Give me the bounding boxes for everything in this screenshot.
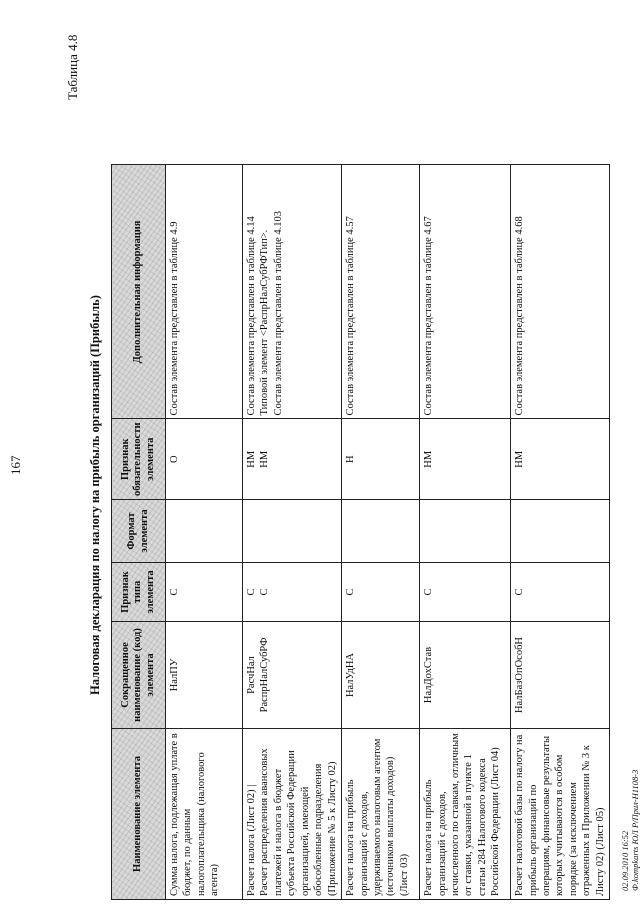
cell-format — [420, 500, 511, 563]
header-required-sign: Признак обязательности элемента — [112, 419, 166, 500]
cell-format — [243, 500, 342, 563]
cell-type-sign — [166, 563, 243, 622]
cell-format — [342, 500, 420, 563]
header-short-code: Сокращенное наименование (код) элемента — [112, 622, 166, 729]
code-value: НалПУ — [169, 658, 180, 692]
footer-timestamp: 02.09.2010 16:52 — [620, 830, 630, 891]
cell-short-code — [420, 622, 511, 729]
info-line: Состав элемента представлен в таблице 4.57 — [345, 216, 357, 416]
cell-type-sign — [511, 563, 610, 622]
cell-required-sign — [166, 419, 243, 500]
table-row — [511, 165, 610, 900]
table-number: Таблица 4.8 — [65, 34, 80, 100]
required-value: О — [169, 455, 180, 464]
cell-additional-info — [511, 165, 610, 419]
table-header-row — [112, 165, 166, 900]
code-value: НалДохСтав — [423, 646, 435, 704]
cell-required-sign — [243, 419, 342, 500]
table-row — [166, 165, 243, 900]
cell-additional-info — [243, 165, 342, 419]
header-element-name: Наименование элемента — [112, 729, 166, 900]
info-line: Состав элемента представлен в таблице 4.68 — [514, 216, 526, 416]
type-value: С — [345, 588, 357, 596]
header-type-sign: Признак типа элемента — [112, 563, 166, 622]
footer-file-ref: Ф.kompkarts ЮЛ Р/Прил-Н1108-3 — [630, 769, 640, 891]
table-title: Налоговая декларация по налогу на прибыль организаций (Прибыль) — [88, 295, 102, 695]
cell-type-sign — [420, 563, 511, 622]
cell-additional-info — [342, 165, 420, 419]
cell-element-name: Расчет налога на прибыль организаций с доходов, исчисленного по ставкам, отличным от ставки, указанной в пункте 1 статьи 284 Налогового кодекса Российской Федерации (Лист 04) — [420, 729, 511, 900]
type-value: С — [423, 588, 435, 596]
cell-additional-info — [420, 165, 511, 419]
info-line: Состав элемента представлен в таблице 4.14 — [246, 216, 257, 416]
info-line: Состав элемента представлен в таблице 4.103 — [272, 211, 284, 416]
element-name-line: Расчет налога (Лист 02) | — [246, 784, 257, 896]
header-format: Формат элемента — [112, 500, 166, 563]
required-value: НМ — [259, 450, 271, 468]
cell-format — [166, 500, 243, 563]
header-additional-info: Дополнительная информация — [112, 165, 166, 419]
cell-format — [511, 500, 610, 563]
code-value: НалУдНА — [345, 652, 357, 698]
element-name-line: Расчет распределения авансовых платежей и налога в бюджет субъекта Российской Федерации организацией, имеющей обособленные подразделения (Приложение № 5 к Листу 02) — [259, 748, 338, 896]
required-value: НМ — [514, 450, 526, 468]
cell-element-name: Расчет налоговой базы по налогу на прибыль организаций по операциям, финансовые результаты которых учитываются в особом порядке (за исключением отраженных в Приложении № 3 к Листу 02) (Лист 05) — [511, 729, 610, 900]
cell-short-code — [342, 622, 420, 729]
cell-additional-info — [166, 165, 243, 419]
cell-required-sign — [511, 419, 610, 500]
info-line: Состав элемента представлен в таблице 4.67 — [423, 216, 435, 416]
required-value: НМ — [246, 450, 257, 468]
type-value: С — [246, 588, 257, 596]
page-number: 167 — [8, 455, 23, 475]
cell-required-sign — [342, 419, 420, 500]
info-line: Состав элемента представлен в таблице 4.9 — [169, 221, 180, 416]
cell-short-code — [166, 622, 243, 729]
type-value: С — [259, 588, 271, 596]
declaration-table — [111, 164, 610, 900]
code-value: РасчНал — [246, 656, 257, 694]
cell-type-sign — [342, 563, 420, 622]
required-value: Н — [345, 455, 357, 464]
cell-required-sign — [420, 419, 511, 500]
cell-type-sign — [243, 563, 342, 622]
required-value: НМ — [423, 450, 435, 468]
table-row — [243, 165, 342, 900]
table-row — [342, 165, 420, 900]
cell-element-name: Расчет налога на прибыль организаций с доходов, удерживаемого налоговым агентом (источником выплаты доходов) (Лист 03) — [342, 729, 420, 900]
cell-short-code — [243, 622, 342, 729]
type-value: С — [169, 588, 180, 596]
code-value: РаспрНалСубРФ — [259, 637, 271, 713]
table-row — [420, 165, 511, 900]
page-footer — [620, 770, 640, 891]
cell-element-name — [243, 729, 342, 900]
info-line: Типовой элемент <РаспрНалСубРФТип>. — [259, 229, 271, 416]
cell-short-code — [511, 622, 610, 729]
code-value: НалБазОпОсобН — [514, 636, 526, 714]
type-value: С — [514, 588, 526, 596]
cell-element-name: Сумма налога, подлежащая уплате в бюджет, по данным налогоплательщика (налогового агента) — [166, 729, 243, 900]
